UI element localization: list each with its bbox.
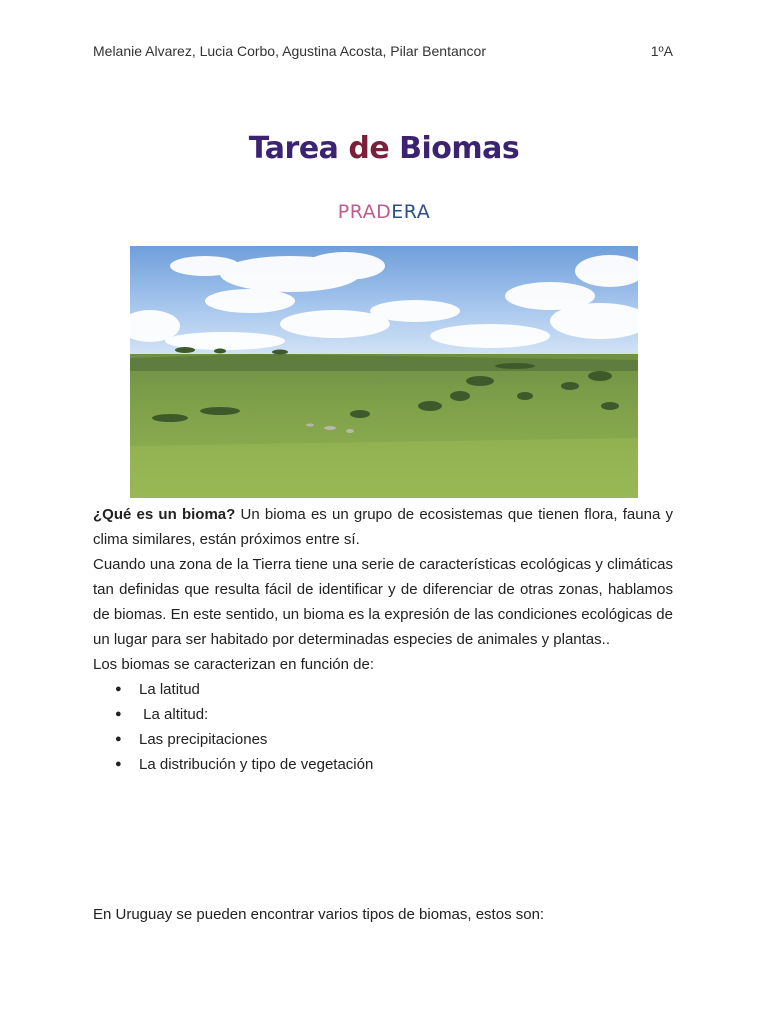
section-subtitle [0,201,768,223]
list-item: ● Las precipitaciones [115,727,673,752]
list-item: ● La altitud: [115,702,673,727]
list-intro: Los biomas se caracterizan en función de: [93,656,374,673]
header-class: 1ºA [650,43,673,59]
title-part-1: Tarea [248,131,349,166]
page-title [0,131,768,166]
criteria-list [93,677,673,777]
title-part-3: Biomas [389,131,520,166]
main-text [93,502,673,777]
definition-paragraph [93,502,673,552]
header-authors: Melanie Alvarez, Lucia Corbo, Agustina Acosta, Pilar Bentancor [93,43,486,59]
subtitle-part-1: PRAD [337,201,392,223]
list-item: ● La latitud [115,677,673,702]
list-item: ● La distribución y tipo de vegetación [115,752,673,777]
title-part-2: de [348,131,390,166]
subtitle-part-2: ERA [391,201,431,223]
biome-paragraph: Cuando una zona de la Tierra tiene una serie de características ecológicas y climáticas tan definidas que resulta fácil de identificar y de diferenciar de otras zonas, hablamos de biomas. En este sentido, un bioma es la expresión de las condiciones ecológicas de un lugar para ser habitado por determinadas especies de animales y plantas.. [93,556,673,648]
definition-text: Un bioma es un grupo de ecosistemas que tienen flora, fauna y clima similares, están próximos entre sí. [93,506,673,548]
closing-line: En Uruguay se pueden encontrar varios tipos de biomas, estos son: [93,906,545,923]
grassland-photo [130,246,638,498]
question-label: ¿Qué es un bioma? [93,506,236,523]
